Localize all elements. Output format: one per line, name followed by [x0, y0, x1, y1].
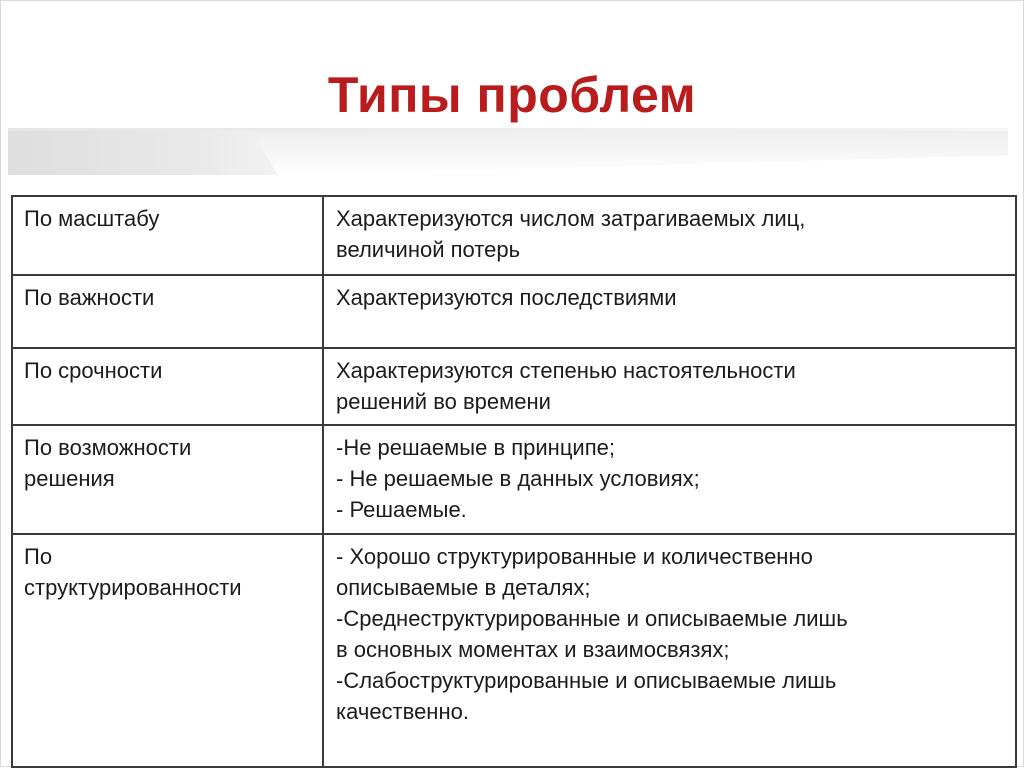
title-underline-line — [8, 128, 1008, 131]
description-cell: Характеризуются числом затрагиваемых лиц, величиной потерь — [323, 196, 1016, 275]
table-row — [12, 275, 1016, 348]
title-underline-band — [8, 128, 1008, 176]
problem-types-table — [11, 195, 1017, 768]
type-cell: По структурированности — [12, 534, 323, 767]
title-underline-shadow — [8, 131, 278, 175]
table-row — [12, 348, 1016, 425]
description-cell: - Хорошо структурированные и количественно описываемые в деталях; -Среднеструктурированные и описываемые лишь в основных моментах и взаимосвязях; -Слабоструктурированные и описываемые лишь качественно. — [323, 534, 1016, 767]
table-row — [12, 196, 1016, 275]
table-row — [12, 425, 1016, 534]
type-cell: По возможности решения — [12, 425, 323, 534]
slide-title: Типы проблем — [327, 67, 697, 123]
description-cell: -Не решаемые в принципе; - Не решаемые в данных условиях; - Решаемые. — [323, 425, 1016, 534]
type-cell: По важности — [12, 275, 323, 348]
description-cell: Характеризуются степенью настоятельности решений во времени — [323, 348, 1016, 425]
type-cell: По срочности — [12, 348, 323, 425]
description-cell: Характеризуются последствиями — [323, 275, 1016, 348]
table-row — [12, 534, 1016, 767]
type-cell: По масштабу — [12, 196, 323, 275]
